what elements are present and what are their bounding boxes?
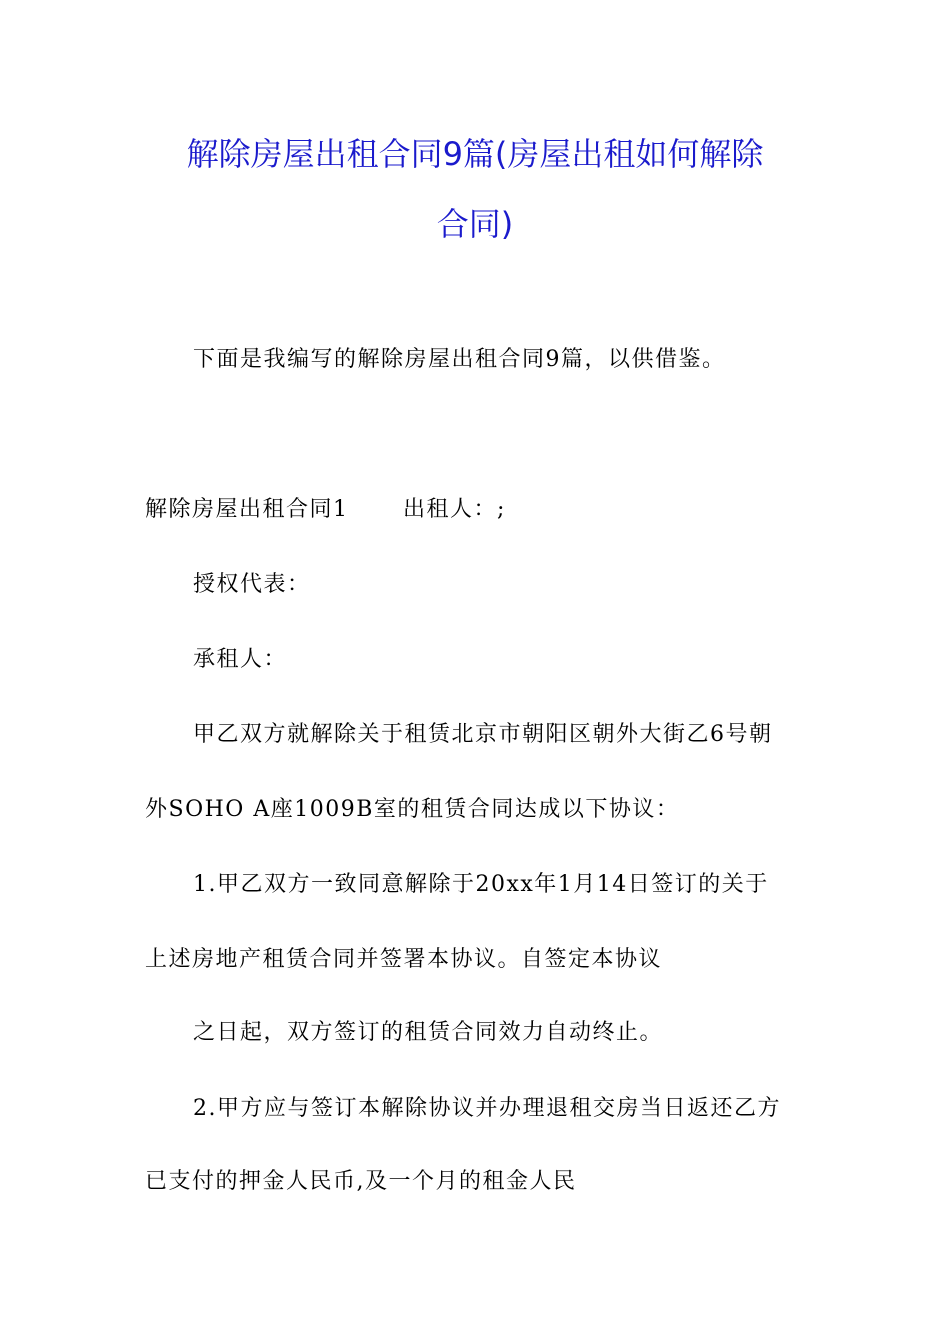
section-heading: 解除房屋出租合同1	[145, 497, 349, 522]
lessor-label: 出租人：;	[403, 497, 506, 522]
clause-1-line-1: 1.甲乙双方一致同意解除于20xx年1月14日签订的关于	[193, 872, 769, 897]
lessee-label: 承租人：	[193, 647, 288, 672]
authorized-representative-label: 授权代表：	[193, 572, 311, 597]
clause-2-line-2: 已支付的押金人民币,及一个月的租金人民	[145, 1169, 577, 1194]
paragraph-1-line-1: 甲乙双方就解除关于租赁北京市朝阳区朝外大街乙6号朝	[193, 722, 773, 747]
clause-1-line-3: 之日起，双方签订的租赁合同效力自动终止。	[193, 1020, 664, 1045]
paragraph-1-line-2: 外SOHO A座1009B室的租赁合同达成以下协议：	[145, 797, 680, 822]
clause-2-line-1: 2.甲方应与签订本解除协议并办理退租交房当日返还乙方	[193, 1096, 781, 1121]
document-title-line-2: 合同)	[436, 205, 514, 243]
intro-paragraph: 下面是我编写的解除房屋出租合同9篇，以供借鉴。	[193, 347, 726, 372]
clause-1-line-2: 上述房地产租赁合同并签署本协议。自签定本协议	[145, 947, 663, 972]
document-title-line-1: 解除房屋出租合同9篇(房屋出租如何解除	[186, 135, 764, 173]
